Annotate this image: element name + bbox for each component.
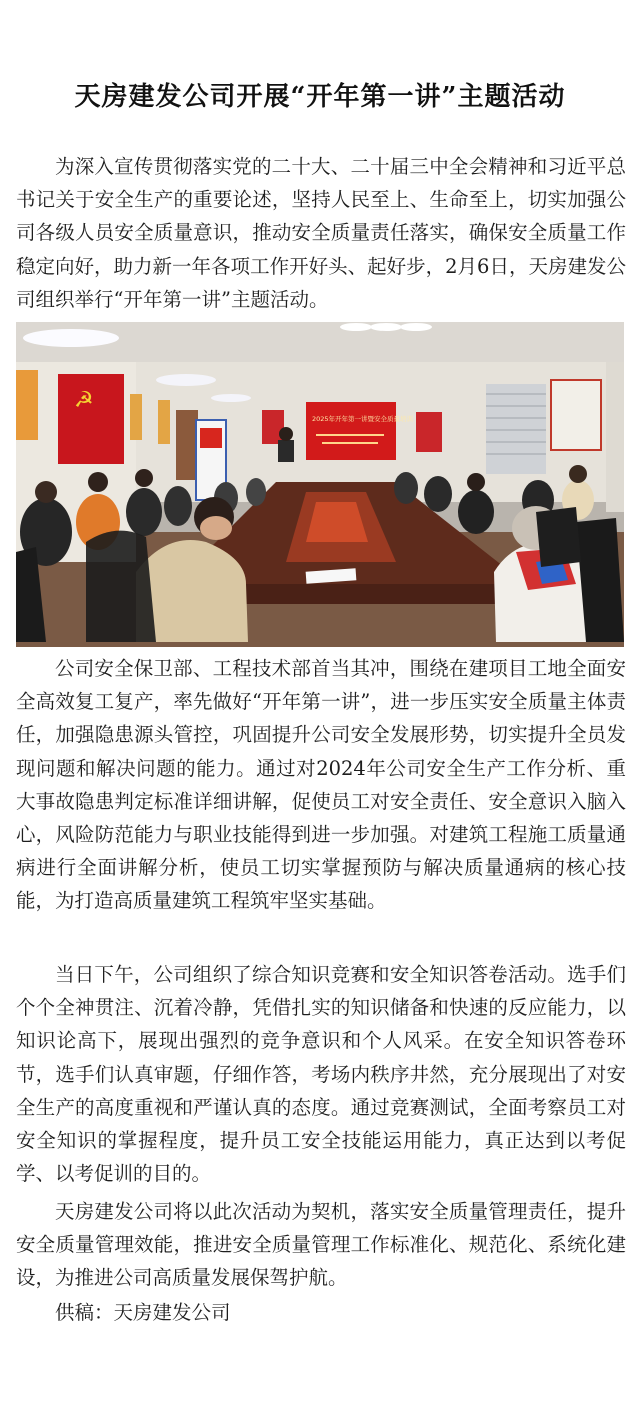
svg-text:☭: ☭ <box>74 388 94 413</box>
party-flag <box>58 374 124 464</box>
article-title: 天房建发公司开展“开年第一讲”主题活动 <box>74 82 566 112</box>
article-paragraph: 天房建发公司将以此次活动为契机，落实安全质量管理责任，提升安全质量管理效能，推进安全质量管理工作标准化、规范化、系统化建设，为推进公司高质量发展保驾护航。 <box>16 1200 626 1290</box>
ceiling-light <box>23 329 119 347</box>
meeting-photo <box>16 322 624 647</box>
article-paragraph: 公司安全保卫部、工程技术部首当其冲，围绕在建项目工地全面安全高效复工复产，率先做好“开年第一讲”，进一步压实安全质量主体责任，加强隐患源头管控，巩固提升公司安全发展形势，切实提升全员发现问题和解决问题的能力。通过对2024年公司安全生产工作分析、重大事故隐患判定标准详细讲解，促使员工对安全责任、安全意识入脑入心，风险防范能力与职业技能得到进一步加强。对建筑工程施工质量通病进行全面讲解分析，使员工切实掌握预防与解决质量通病的核心技能，为打造高质量建筑工程筑牢坚实基础。 <box>16 657 626 913</box>
article-paragraph: 为深入宣传贯彻落实党的二十大、二十届三中全会精神和习近平总书记关于安全生产的重要论述，坚持人民至上、生命至上，切实加强公司各级人员安全质量意识，推动安全质量责任落实，确保安全质量工作稳定向好，助力新一年各项工作开好头、起好步，2月6日，天房建发公司组织举行“开年第一讲”主题活动。 <box>16 155 626 311</box>
article-paragraph: 当日下午，公司组织了综合知识竞赛和安全知识答卷活动。选手们个个全神贯注、沉着冷静，凭借扎实的知识储备和快速的反应能力，以知识论高下，展现出强烈的竞争意识和个人风采。在安全知识答卷环节，选手们认真审题，仔细作答，考场内秩序井然，充分展现出了对安全生产的高度重视和严谨认真的态度。通过竞赛测试，全面考察员工对安全知识的掌握程度，提升员工安全技能运用能力，真正达到以考促学、以考促训的目的。 <box>16 963 626 1186</box>
article-credit: 供稿：天房建发公司 <box>55 1301 231 1324</box>
svg-text:2025年开年第一讲暨安全质量培训: 2025年开年第一讲暨安全质量培训 <box>312 415 414 423</box>
